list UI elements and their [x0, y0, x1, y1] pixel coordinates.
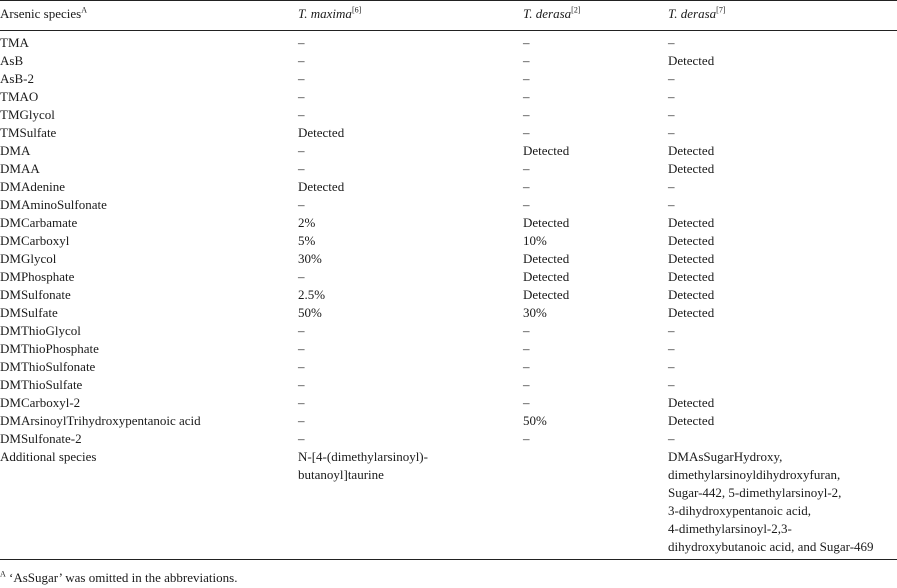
- cell-t-derasa-7: –: [668, 341, 675, 356]
- cell-t-derasa-7: –: [668, 323, 675, 338]
- table-footnote: $^A$ ‘AsSugar’ was omitted in the abbreviations.: [0, 569, 238, 585]
- cell-t-derasa-7: Detected: [668, 287, 715, 302]
- cell-species: TMSulfate: [0, 125, 57, 140]
- table-row: [0, 196, 897, 214]
- table-row: [0, 394, 897, 412]
- cell-species: DMThioSulfonate: [0, 359, 96, 374]
- table-row: [0, 412, 897, 430]
- table-header-row: [0, 1, 897, 31]
- cell-t-derasa-2: –: [523, 179, 530, 194]
- table-row: [0, 214, 897, 232]
- cell-t-derasa-7: Detected: [668, 161, 715, 176]
- cell-t-maxima: 2%: [298, 215, 316, 230]
- cell-t-derasa-2: –: [523, 125, 530, 140]
- cell-t-derasa-2: –: [523, 53, 530, 68]
- cell-t-derasa-2: –: [523, 71, 530, 86]
- table-row: [0, 160, 897, 178]
- cell-species: DMAdenine: [0, 179, 65, 194]
- cell-species: AsB: [0, 53, 24, 68]
- cell-t-maxima: –: [298, 197, 305, 212]
- cell-species: DMPhosphate: [0, 269, 75, 284]
- cell-t-derasa-2: 50%: [523, 413, 547, 428]
- cell-species: DMAminoSulfonate: [0, 197, 107, 212]
- cell-t-derasa-2: Detected: [523, 143, 570, 158]
- cell-t-derasa-7: Detected: [668, 395, 715, 410]
- header-t-derasa-7: T. derasa[7]: [668, 5, 726, 21]
- cell-t-maxima: –: [298, 71, 305, 86]
- cell-species: DMThioGlycol: [0, 323, 81, 338]
- cell-line: 3-dihydroxypentanoic acid,: [668, 503, 811, 518]
- cell-t-derasa-2: [523, 448, 668, 560]
- table-row: [0, 52, 897, 70]
- cell-line: dihydroxybutanoic acid, and Sugar-469: [668, 539, 874, 554]
- cell-t-maxima: [298, 448, 523, 560]
- cell-t-derasa-2: –: [523, 89, 530, 104]
- cell-t-derasa-7: Detected: [668, 53, 715, 68]
- cell-t-derasa-7: –: [668, 125, 675, 140]
- table-row: [0, 70, 897, 88]
- cell-t-maxima: 2.5%: [298, 287, 326, 302]
- cell-t-maxima: –: [298, 395, 305, 410]
- cell-t-derasa-2: –: [523, 395, 530, 410]
- cell-t-derasa-2: –: [523, 107, 530, 122]
- cell-t-derasa-7: Detected: [668, 251, 715, 266]
- table-row: [0, 142, 897, 160]
- table-row: [0, 358, 897, 376]
- cell-t-derasa-2: Detected: [523, 269, 570, 284]
- cell-t-derasa-2: Detected: [523, 287, 570, 302]
- cell-t-derasa-7: Detected: [668, 215, 715, 230]
- cell-species: DMGlycol: [0, 251, 57, 266]
- cell-t-derasa-2: –: [523, 431, 530, 446]
- cell-t-maxima: –: [298, 341, 305, 356]
- table-row: [0, 340, 897, 358]
- cell-t-derasa-2: Detected: [523, 251, 570, 266]
- cell-t-derasa-2: 10%: [523, 233, 547, 248]
- cell-t-maxima: –: [298, 323, 305, 338]
- cell-t-derasa-7: Detected: [668, 305, 715, 320]
- cell-t-maxima: –: [298, 143, 305, 158]
- table-row: [0, 250, 897, 268]
- cell-t-maxima: –: [298, 53, 305, 68]
- cell-t-maxima: Detected: [298, 125, 345, 140]
- cell-species: TMA: [0, 35, 29, 50]
- cell-t-derasa-7: –: [668, 107, 675, 122]
- cell-t-maxima: 50%: [298, 305, 322, 320]
- cell-t-maxima: –: [298, 269, 305, 284]
- table-row: [0, 322, 897, 340]
- cell-species: DMThioSulfate: [0, 377, 83, 392]
- header-arsenic-species: Arsenic species$^A$: [0, 5, 87, 21]
- cell-t-derasa-2: –: [523, 377, 530, 392]
- cell-t-maxima: –: [298, 359, 305, 374]
- cell-t-derasa-7: –: [668, 197, 675, 212]
- cell-t-maxima: –: [298, 377, 305, 392]
- cell-line: 4-dimethylarsinoyl-2,3-: [668, 521, 792, 536]
- cell-species: DMAA: [0, 161, 40, 176]
- cell-species: Additional species: [0, 449, 97, 464]
- cell-t-derasa-7: –: [668, 431, 675, 446]
- cell-species: DMCarboxyl-2: [0, 395, 81, 410]
- table-row: [0, 376, 897, 394]
- cell-species: DMSulfate: [0, 305, 58, 320]
- cell-t-derasa-2: 30%: [523, 305, 547, 320]
- table-row: [0, 106, 897, 124]
- cell-species: DMSulfonate: [0, 287, 71, 302]
- cell-t-derasa-2: –: [523, 323, 530, 338]
- cell-line: Sugar-442, 5-dimethylarsinoyl-2,: [668, 485, 842, 500]
- header-t-derasa-2: T. derasa[2]: [523, 5, 581, 21]
- cell-line: N-[4-(dimethylarsinoyl)-: [298, 449, 428, 464]
- cell-line: dimethylarsinoyldihydroxyfuran,: [668, 467, 841, 482]
- cell-t-derasa-7: Detected: [668, 413, 715, 428]
- table-row: [0, 430, 897, 448]
- table-row: [0, 178, 897, 196]
- cell-species: DMA: [0, 143, 31, 158]
- cell-t-maxima: –: [298, 35, 305, 50]
- table-row: [0, 286, 897, 304]
- cell-t-maxima: –: [298, 413, 305, 428]
- cell-species: DMArsinoylTrihydroxypentanoic acid: [0, 413, 201, 428]
- cell-species: TMGlycol: [0, 107, 55, 122]
- cell-t-derasa-7: –: [668, 35, 675, 50]
- cell-species: AsB-2: [0, 71, 34, 86]
- cell-t-maxima: –: [298, 89, 305, 104]
- cell-t-derasa-7: Detected: [668, 233, 715, 248]
- cell-t-maxima: Detected: [298, 179, 345, 194]
- table-row: [0, 268, 897, 286]
- cell-t-derasa-2: –: [523, 359, 530, 374]
- table-row: [0, 304, 897, 322]
- cell-t-derasa-7: –: [668, 71, 675, 86]
- cell-t-derasa-2: –: [523, 341, 530, 356]
- cell-species: DMThioPhosphate: [0, 341, 99, 356]
- cell-t-maxima: 30%: [298, 251, 322, 266]
- cell-t-derasa-7: Detected: [668, 269, 715, 284]
- cell-t-derasa-2: –: [523, 197, 530, 212]
- cell-t-maxima: 5%: [298, 233, 316, 248]
- cell-species: TMAO: [0, 89, 39, 104]
- cell-t-derasa-7: –: [668, 89, 675, 104]
- cell-t-derasa-2: –: [523, 35, 530, 50]
- cell-t-maxima: –: [298, 107, 305, 122]
- cell-line: DMAsSugarHydroxy,: [668, 449, 783, 464]
- table-row: [0, 31, 897, 53]
- cell-t-derasa-7: –: [668, 359, 675, 374]
- cell-t-derasa-2: –: [523, 161, 530, 176]
- table-row: [0, 232, 897, 250]
- cell-t-derasa-7: [668, 448, 897, 560]
- table-row: [0, 88, 897, 106]
- cell-species: DMCarbamate: [0, 215, 78, 230]
- cell-species: DMCarboxyl: [0, 233, 70, 248]
- header-t-maxima: T. maxima[6]: [298, 5, 362, 21]
- cell-line: butanoyl]taurine: [298, 467, 384, 482]
- cell-t-derasa-7: Detected: [668, 143, 715, 158]
- cell-t-derasa-7: –: [668, 377, 675, 392]
- cell-t-derasa-2: Detected: [523, 215, 570, 230]
- cell-t-maxima: –: [298, 431, 305, 446]
- table-row: [0, 124, 897, 142]
- cell-t-derasa-7: –: [668, 179, 675, 194]
- cell-species: DMSulfonate-2: [0, 431, 82, 446]
- table-row-additional-species: [0, 448, 897, 560]
- cell-t-maxima: –: [298, 161, 305, 176]
